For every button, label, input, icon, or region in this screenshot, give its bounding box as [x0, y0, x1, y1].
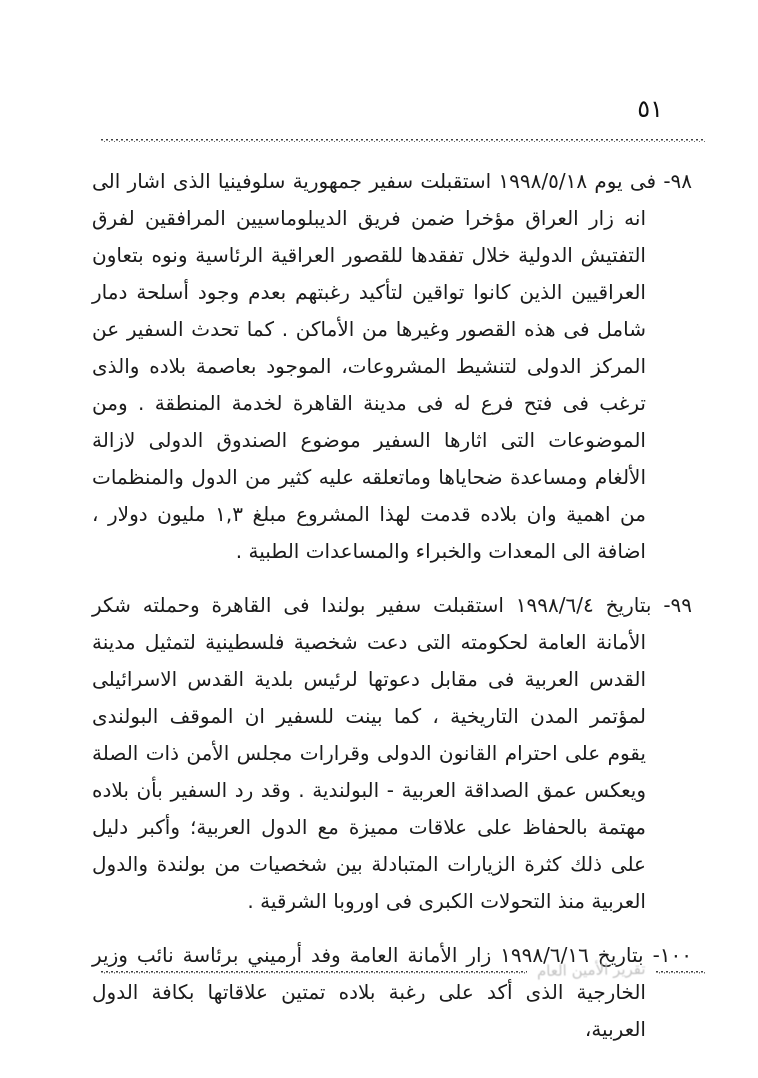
page-body: [92, 163, 692, 1065]
footer-divider-right: [656, 971, 706, 974]
paragraph-99-text: بتاريخ ١٩٩٨/٦/٤ استقبلت سفير بولندا فى القاهرة وحملته شكر الأمانة العامة لحكومته التى دعت شخصية فلسطينية لتمثيل مدينة القدس العربية فى مقابل دعوتها لرئيس بلدية القدس الاسرائيلى لمؤتمر المدن التاريخية ، كما بينت للسفير ان الموقف البولندى يقوم على احترام القانون الدولى وقرارات مجلس الأمن ذات الصلة ويعكس عمق الصداقة العربية - البولندية . وقد رد السفير بأن بلاده مهتمة بالحفاظ على علاقات مميزة مع الدول العربية؛ وأكبر دليل على ذلك كثرة الزيارات المتبادلة بين شخصيات من بولندة والدول العربية منذ التحولات الكبرى فى اوروبا الشرقية .: [92, 593, 652, 913]
footer-divider-left: [101, 971, 527, 974]
page-footer: [101, 959, 706, 981]
paragraph-98-marker: ٩٨-: [663, 169, 693, 193]
paragraph-99: [92, 587, 692, 920]
page-number: ٥١: [637, 95, 663, 123]
paragraph-98: [92, 163, 692, 570]
paragraph-100: [92, 937, 692, 1048]
footer-watermark: تقرير الأمين العام: [537, 959, 647, 981]
paragraph-98-text: فى يوم ١٩٩٨/٥/١٨ استقبلت سفير جمهورية سلوفينيا الذى اشار الى انه زار العراق مؤخرا ضمن فريق الديبلوماسيين المرافقين لفرق التفتيش الدولية خلال تفقدها للقصور العراقية الرئاسية ونوه بتعاون العراقيين الذين كانوا تواقين لتأكيد رغبتهم بعدم وجود أسلحة دمار شامل فى هذه القصور وغيرها من الأماكن . كما تحدث السفير عن المركز الدولى لتنشيط المشروعات، الموجود بعاصمة بلاده والذى ترغب فى فتح فرع له فى مدينة القاهرة لخدمة المنطقة . ومن الموضوعات التى اثارها السفير موضوع الصندوق الدولى لازالة الألغام ومساعدة ضحاياها وماتعلقه عليه كثير من الدول والمنظمات من اهمية وان بلاده قدمت لهذا المشروع مبلغ ١,٣ مليون دولار ، اضافة الى المعدات والخبراء والمساعدات الطبية .: [92, 169, 657, 563]
paragraph-100-marker: ١٠٠-: [652, 943, 693, 967]
paragraph-100-text: بتاريخ ١٩٩٨/٦/١٦ زار الأمانة العامة وفد أرميني برئاسة نائب وزير الخارجية الذى أكد على رغبة بلاده تمتين علاقاتها بكافة الدول العربية،: [92, 943, 646, 1041]
header-divider: [101, 139, 705, 142]
paragraph-99-marker: ٩٩-: [663, 593, 693, 617]
